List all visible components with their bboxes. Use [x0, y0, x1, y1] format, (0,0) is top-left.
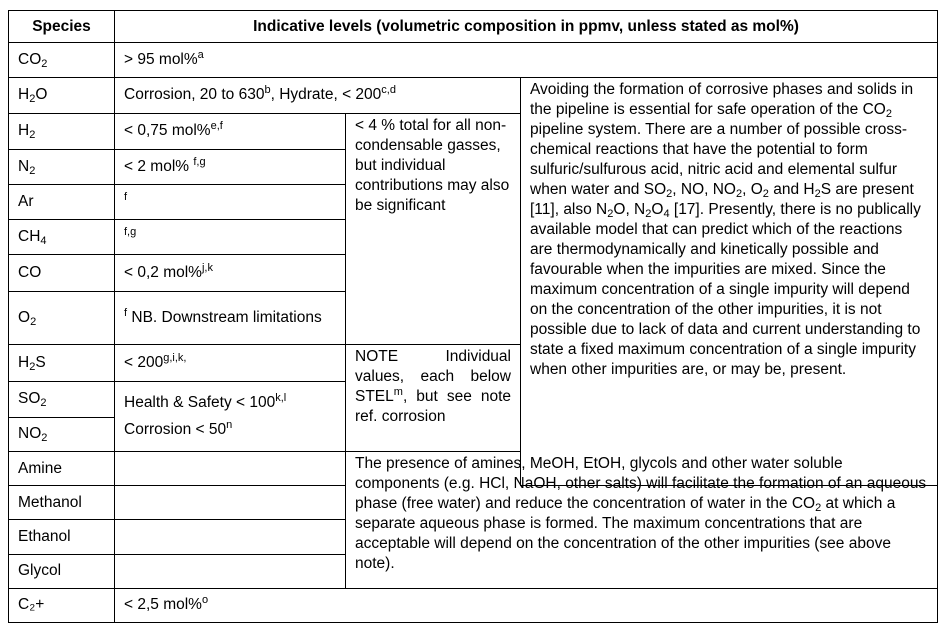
- level-co: < 0,2 mol%$^{j,k}$: [115, 255, 346, 291]
- species-co2: $CO_2$: [9, 43, 115, 78]
- table-row: [9, 588, 938, 622]
- level-c2plus: < 2,5 mol%$^o$: [115, 588, 938, 622]
- species-ethanol: Ethanol: [9, 520, 115, 554]
- level-n2: < 2 mol% $^{f,g}$: [115, 149, 346, 184]
- species-o2: $O_2$: [9, 291, 115, 345]
- header-species: Species: [9, 11, 115, 43]
- species-h2s: $H_2S$: [9, 345, 115, 381]
- level-h2s: < $200^{g,i,k,}$: [115, 345, 346, 381]
- level-o2: $^f$ NB. Downstream limitations: [115, 291, 346, 345]
- level-health-safety: Health & Safety < $100^{k,l}$: [124, 391, 287, 411]
- note-noncondensable: < 4 % total for all non-condensable gasses, but individual contributions may also be significant: [346, 113, 521, 345]
- level-corrosion: Corrosion < $50^n$: [124, 418, 233, 438]
- level-methanol: [115, 486, 346, 520]
- species-no2: $NO_2$: [9, 417, 115, 451]
- species-h2: $H_2$: [9, 113, 115, 149]
- species-ar: Ar: [9, 184, 115, 219]
- co2-impurity-table: [8, 10, 938, 623]
- note-corrosive-phases: Avoiding the formation of corrosive phases and solids in the pipeline is essential for safe operation of the $CO_2$ pipeline system. There are a number of possible cross-chemical reactions that have the potential to form sulfuric/sulfurous acid, nitric acid and elemental sulfur when water and $SO_2$, NO, $NO_2$, $O_2$ and $H_2S$ are present [11], also $N_2O$, $N_2O_4$ [17]. Presently, there is no publically available model that can predict which of the reactions are thermodynamically and kinetically possible and favourable when the impurities are mixed. Since the maximum concentration of a single impurity will depend on the concentration of the other impurities, it is not possible due to lack of data and current understanding to state a fixed maximum concentration of a single impurity when other impurities are, or may be, present.: [521, 78, 938, 486]
- species-n2: $N_2$: [9, 149, 115, 184]
- level-h2o: Corrosion, 20 to 630$^b$, Hydrate, < $200^{c,d}$: [115, 78, 521, 113]
- note-individual-values: NOTE Individual values, each below STEL$^m$, but see note ref. corrosion: [346, 345, 521, 452]
- species-c2plus: C₂+: [9, 588, 115, 622]
- header-levels: Indicative levels (volumetric composition in ppmv, unless stated as mol%): [115, 11, 938, 43]
- species-ch4: $CH_4$: [9, 220, 115, 255]
- species-methanol: Methanol: [9, 486, 115, 520]
- level-ar: f: [115, 184, 346, 219]
- species-so2: $SO_2$: [9, 381, 115, 417]
- note-amines-water-soluble: The presence of amines, MeOH, EtOH, glycols and other water soluble components (e.g. HCl, NaOH, other salts) will facilitate the formation of an aqueous phase (free water) and reduce the concentration of water in the $CO_2$ at which a separate aqueous phase is formed. The maximum concentrations that are acceptable will depend on the concentration of the other impurities (see above note).: [346, 452, 938, 589]
- species-amine: Amine: [9, 452, 115, 486]
- table-row: [9, 43, 938, 78]
- level-so2-no2: [115, 381, 346, 451]
- level-ch4: f,g: [115, 220, 346, 255]
- level-glycol: [115, 554, 346, 588]
- species-co: CO: [9, 255, 115, 291]
- table-row: [9, 452, 938, 486]
- level-co2: > 95 mol%$^a$: [115, 43, 938, 78]
- level-amine: [115, 452, 346, 486]
- species-glycol: Glycol: [9, 554, 115, 588]
- table-row: [9, 78, 938, 113]
- species-h2o: $H_2O$: [9, 78, 115, 113]
- level-ethanol: [115, 520, 346, 554]
- level-h2: < 0,75 mol%$^{e,f}$: [115, 113, 346, 149]
- table-header-row: [9, 11, 938, 43]
